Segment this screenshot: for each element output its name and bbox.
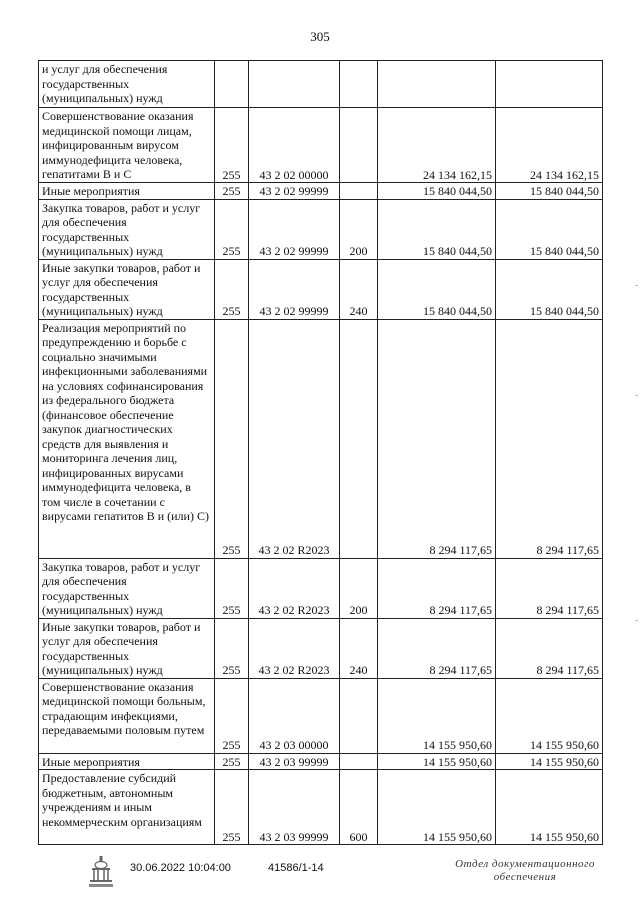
- page-number: 305: [310, 29, 330, 44]
- row-vr: [340, 61, 378, 108]
- row-sum-2: 15 840 044,50: [496, 183, 603, 200]
- footer-department-stamp: Отдел документационного обеспечения: [455, 858, 595, 883]
- table-row: [39, 753, 603, 770]
- margin-mark: [635, 395, 638, 396]
- row-vr: [340, 319, 378, 558]
- row-sum-2: 15 840 044,50: [496, 259, 603, 319]
- row-code: 43 2 02 99999: [249, 199, 340, 259]
- row-sum-1: 8 294 117,65: [378, 319, 496, 558]
- row-vr: 240: [340, 259, 378, 319]
- table-row: [39, 183, 603, 200]
- row-code: 43 2 02 R2023: [249, 558, 340, 618]
- row-ved: 255: [215, 183, 249, 200]
- row-ved: 255: [215, 678, 249, 753]
- row-sum-1: [378, 61, 496, 108]
- table-row: [39, 199, 603, 259]
- row-code: 43 2 03 00000: [249, 678, 340, 753]
- row-vr: [340, 678, 378, 753]
- row-sum-2: 14 155 950,60: [496, 678, 603, 753]
- table-row: [39, 319, 603, 558]
- row-sum-2: 8 294 117,65: [496, 618, 603, 678]
- row-name: Совершенствование оказания медицинской помощи лицам, инфицированным вирусом иммунодефицита человека, гепатитами В и С: [39, 108, 215, 183]
- row-name: Иные мероприятия: [39, 183, 215, 200]
- row-vr: [340, 753, 378, 770]
- row-sum-1: 15 840 044,50: [378, 183, 496, 200]
- parliament-building-icon: [88, 856, 114, 890]
- row-vr: [340, 108, 378, 183]
- table-row: [39, 678, 603, 753]
- row-ved: 255: [215, 753, 249, 770]
- row-name: Закупка товаров, работ и услуг для обеспечения государственных (муниципальных) нужд: [39, 199, 215, 259]
- budget-table: [38, 60, 603, 845]
- row-vr: 200: [340, 199, 378, 259]
- row-ved: 255: [215, 319, 249, 558]
- table-row: [39, 108, 603, 183]
- row-sum-1: 14 155 950,60: [378, 770, 496, 845]
- row-name: Закупка товаров, работ и услуг для обеспечения государственных (муниципальных) нужд: [39, 558, 215, 618]
- table-row: [39, 770, 603, 845]
- row-ved: 255: [215, 259, 249, 319]
- table-row: [39, 558, 603, 618]
- row-code: 43 2 03 99999: [249, 753, 340, 770]
- table-row: [39, 618, 603, 678]
- row-vr: [340, 183, 378, 200]
- row-sum-2: [496, 61, 603, 108]
- row-name: и услуг для обеспечения государственных (муниципальных) нужд: [39, 61, 215, 108]
- row-vr: 600: [340, 770, 378, 845]
- row-sum-2: 8 294 117,65: [496, 319, 603, 558]
- row-ved: 255: [215, 770, 249, 845]
- row-vr: 240: [340, 618, 378, 678]
- row-sum-1: 8 294 117,65: [378, 558, 496, 618]
- row-code: 43 2 02 99999: [249, 183, 340, 200]
- margin-mark: [635, 285, 638, 286]
- margin-mark: [635, 620, 638, 621]
- row-name: Совершенствование оказания медицинской помощи больным, страдающим инфекциями, передаваемыми половым путем: [39, 678, 215, 753]
- row-code: 43 2 02 R2023: [249, 618, 340, 678]
- table-row: [39, 61, 603, 108]
- row-ved: 255: [215, 558, 249, 618]
- page-footer: [0, 856, 640, 896]
- row-ved: 255: [215, 618, 249, 678]
- row-code: [249, 61, 340, 108]
- row-sum-2: 14 155 950,60: [496, 770, 603, 845]
- row-code: 43 2 02 R2023: [249, 319, 340, 558]
- row-sum-2: 14 155 950,60: [496, 753, 603, 770]
- row-sum-1: 24 134 162,15: [378, 108, 496, 183]
- row-name: Предоставление субсидий бюджетным, автономным учреждениям и иным некоммерческим организациям: [39, 770, 215, 845]
- row-sum-1: 15 840 044,50: [378, 199, 496, 259]
- row-code: 43 2 02 99999: [249, 259, 340, 319]
- row-ved: [215, 61, 249, 108]
- row-ved: 255: [215, 108, 249, 183]
- row-sum-2: 8 294 117,65: [496, 558, 603, 618]
- row-name: Иные закупки товаров, работ и услуг для обеспечения государственных (муниципальных) нужд: [39, 259, 215, 319]
- row-ved: 255: [215, 199, 249, 259]
- row-sum-1: 8 294 117,65: [378, 618, 496, 678]
- row-sum-2: 15 840 044,50: [496, 199, 603, 259]
- row-vr: 200: [340, 558, 378, 618]
- row-sum-1: 15 840 044,50: [378, 259, 496, 319]
- row-name: Реализация мероприятий по предупреждению и борьбе с социально значимыми инфекционными заболеваниями на условиях софинансирования из федерального бюджета (финансовое обеспечение закупок диагностических средств для выявления и мониторинга лечения лиц, инфицированных вирусами иммунодефицита человека, в том числе в сочетании с вирусами гепатитов В и (или) С): [39, 319, 215, 558]
- row-sum-1: 14 155 950,60: [378, 753, 496, 770]
- row-sum-2: 24 134 162,15: [496, 108, 603, 183]
- row-name: Иные мероприятия: [39, 753, 215, 770]
- table-row: [39, 259, 603, 319]
- footer-reg-number: 41586/1-14: [268, 862, 324, 874]
- row-name: Иные закупки товаров, работ и услуг для обеспечения государственных (муниципальных) нужд: [39, 618, 215, 678]
- row-sum-1: 14 155 950,60: [378, 678, 496, 753]
- row-code: 43 2 03 99999: [249, 770, 340, 845]
- row-code: 43 2 02 00000: [249, 108, 340, 183]
- footer-date: 30.06.2022 10:04:00: [130, 862, 231, 874]
